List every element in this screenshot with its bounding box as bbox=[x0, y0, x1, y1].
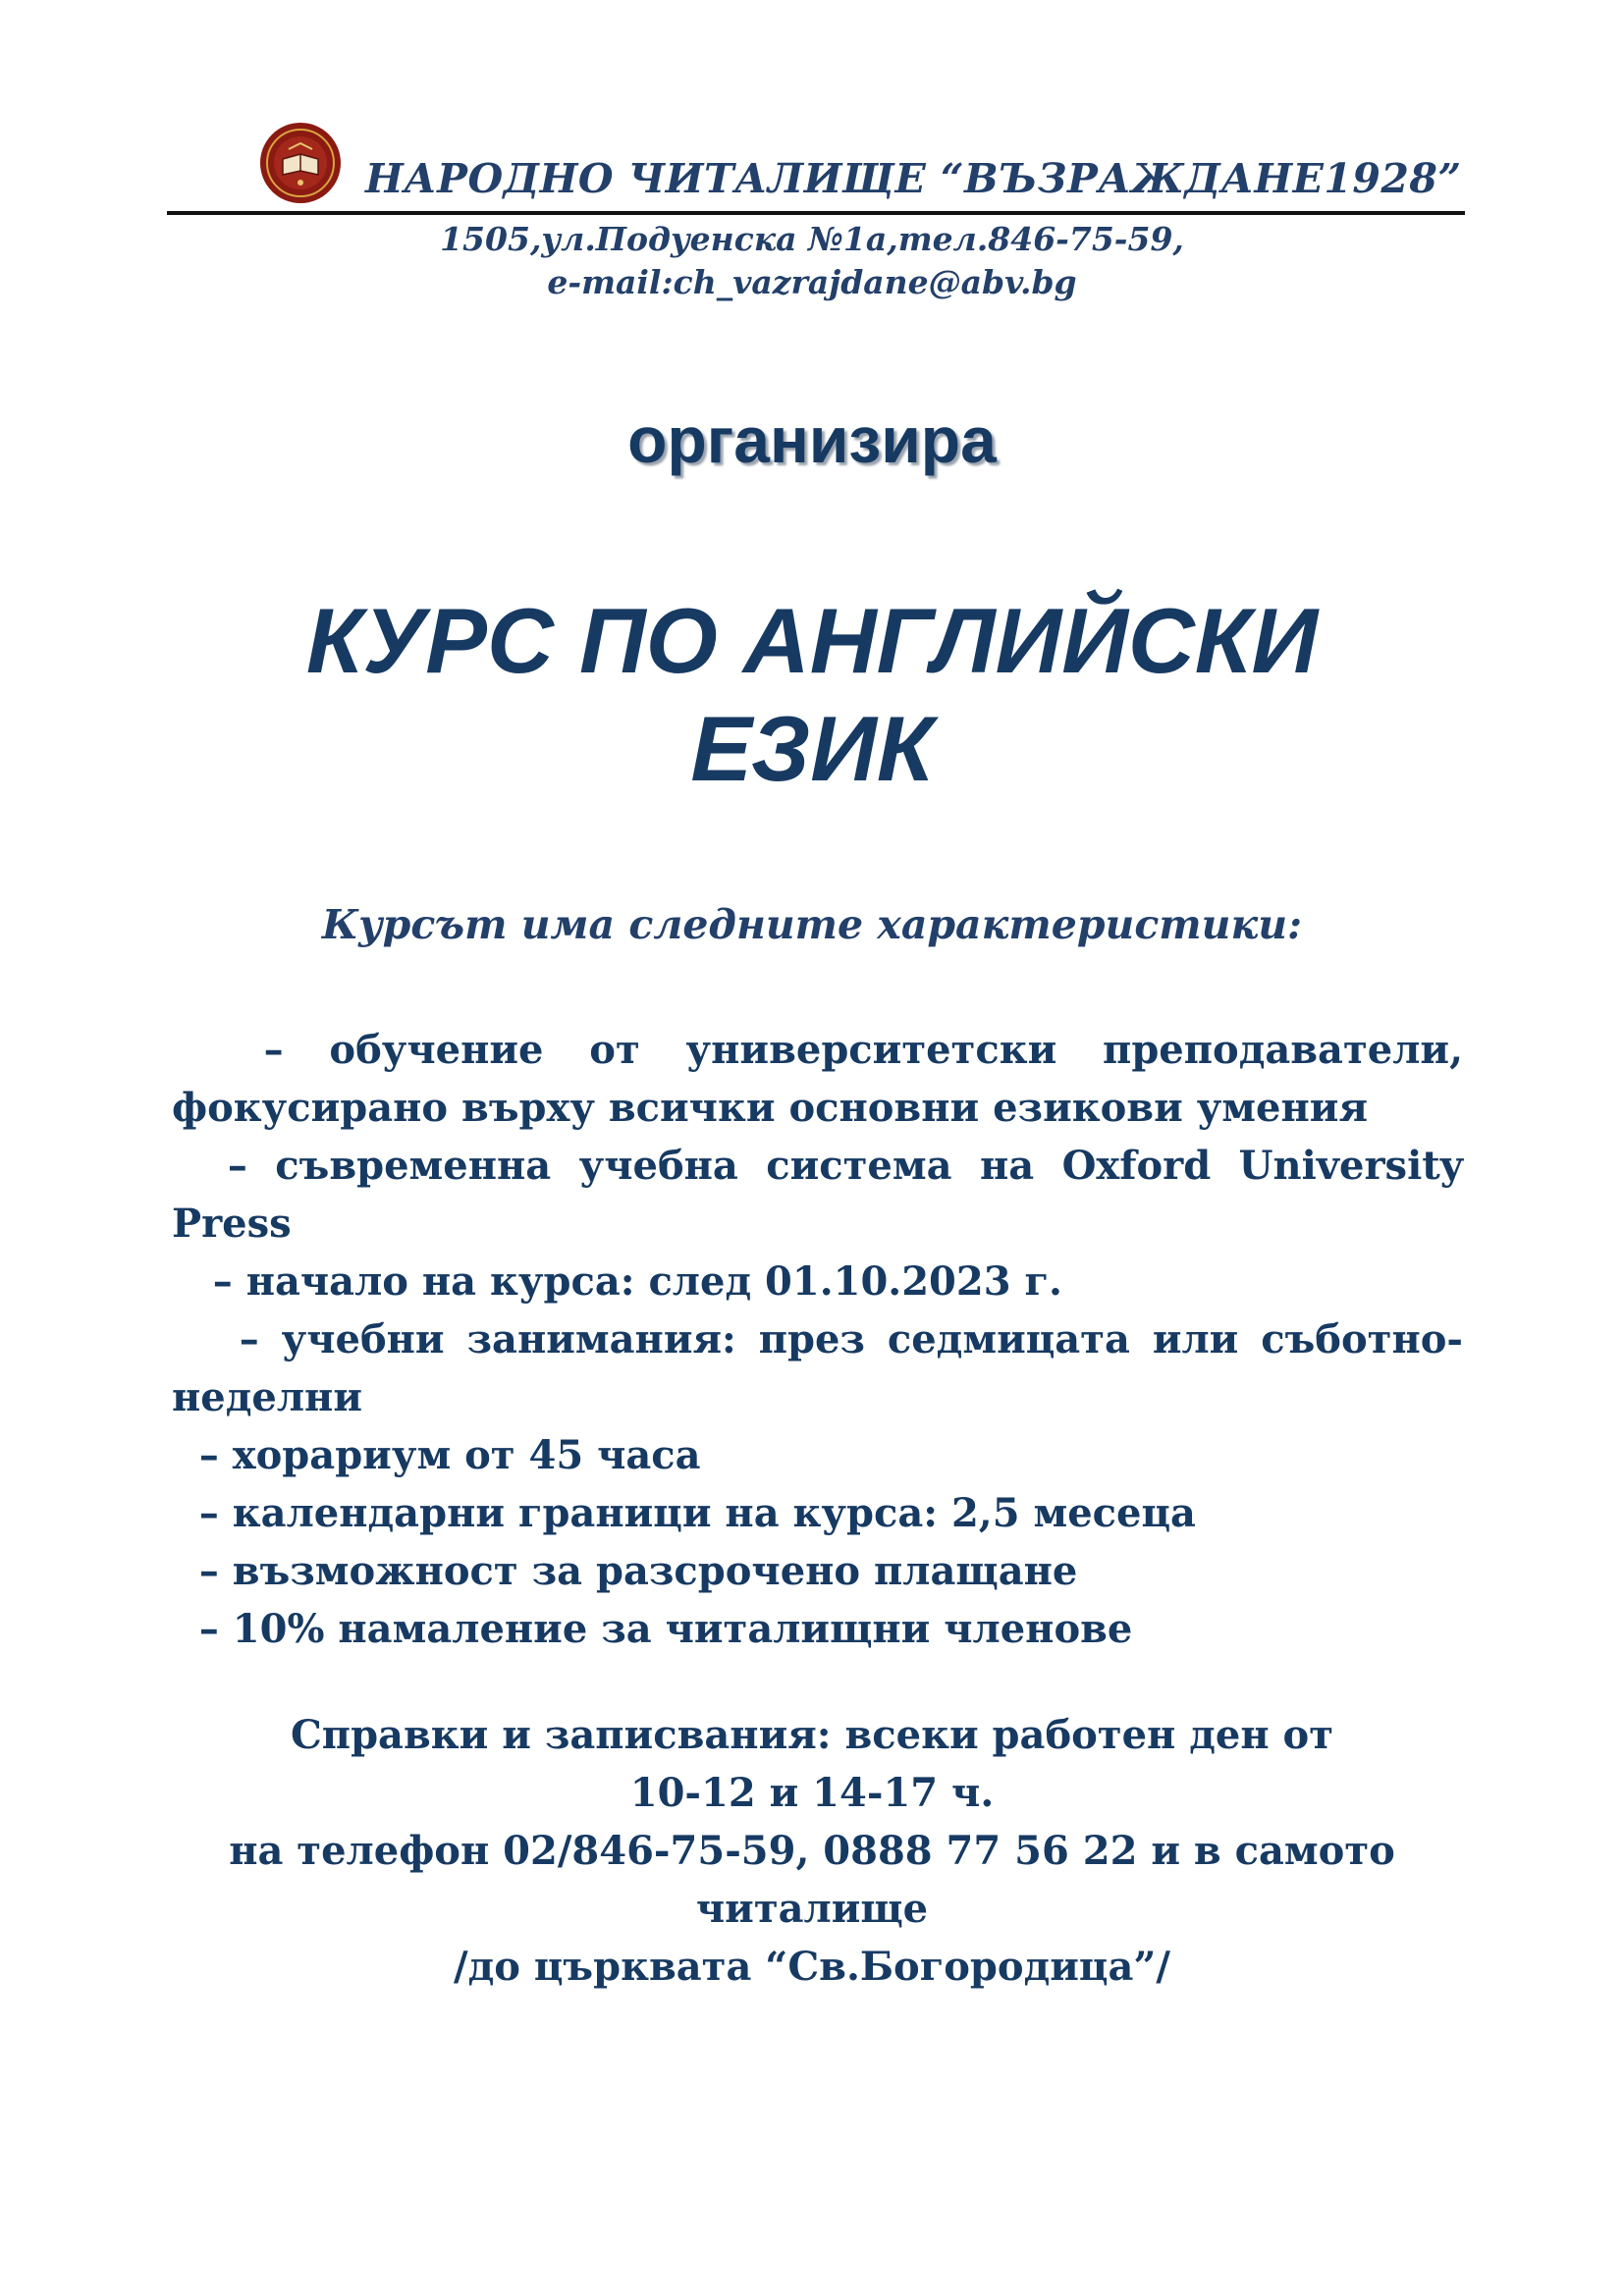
course-title-line-1: КУРС ПО АНГЛИЙСКИ bbox=[305, 589, 1319, 692]
feature-item: – календарни граници на курса: 2,5 месеца bbox=[172, 1490, 1196, 1536]
enrollment-info bbox=[0, 1706, 1624, 1996]
feature-item: – съвременна учебна система на Oxford University Press bbox=[172, 1143, 1463, 1247]
landmark-line: /до църквата “Св.Богородица”/ bbox=[454, 1944, 1170, 1990]
course-title-line-2: ЕЗИК bbox=[690, 697, 934, 800]
feature-item: – 10% намаление за читалищни членове bbox=[172, 1606, 1133, 1652]
chitalishte-emblem-icon bbox=[259, 122, 342, 204]
feature-item: – възможност за разсрочено плащане bbox=[172, 1548, 1078, 1594]
feature-item: – хорариум от 45 часа bbox=[172, 1432, 701, 1478]
location-line: читалище bbox=[695, 1886, 929, 1932]
office-hours: 10-12 и 14-17 ч. bbox=[629, 1770, 995, 1816]
feature-item: – учебни занимания: през седмицата или съботно-неделни bbox=[172, 1316, 1464, 1420]
email-line: e-mail:ch_vazrajdane@abv.bg bbox=[547, 263, 1077, 301]
features-list bbox=[172, 1021, 1463, 1658]
features-heading: Курсът има следните характеристики: bbox=[321, 901, 1303, 948]
organization-name: НАРОДНО ЧИТАЛИЩЕ “ВЪЗРАЖДАНЕ1928” bbox=[365, 155, 1462, 202]
enrollment-line: Справки и записвания: всеки работен ден от bbox=[290, 1712, 1334, 1758]
address-line: 1505,ул.Подуенска №1а,тел.846-75-59, bbox=[440, 220, 1184, 258]
course-title bbox=[0, 587, 1624, 803]
header-divider bbox=[167, 211, 1465, 215]
phone-line: на телефон 02/846-75-59, 0888 77 56 22 и в самото bbox=[229, 1828, 1395, 1874]
feature-item: – начало на курса: след 01.10.2023 г. bbox=[172, 1258, 1062, 1305]
contact-address bbox=[0, 218, 1624, 304]
feature-item: – обучение от университетски преподаватели, фокусирано върху всички основни езикови умения bbox=[172, 1027, 1464, 1131]
organizes-heading: организира bbox=[627, 403, 997, 476]
